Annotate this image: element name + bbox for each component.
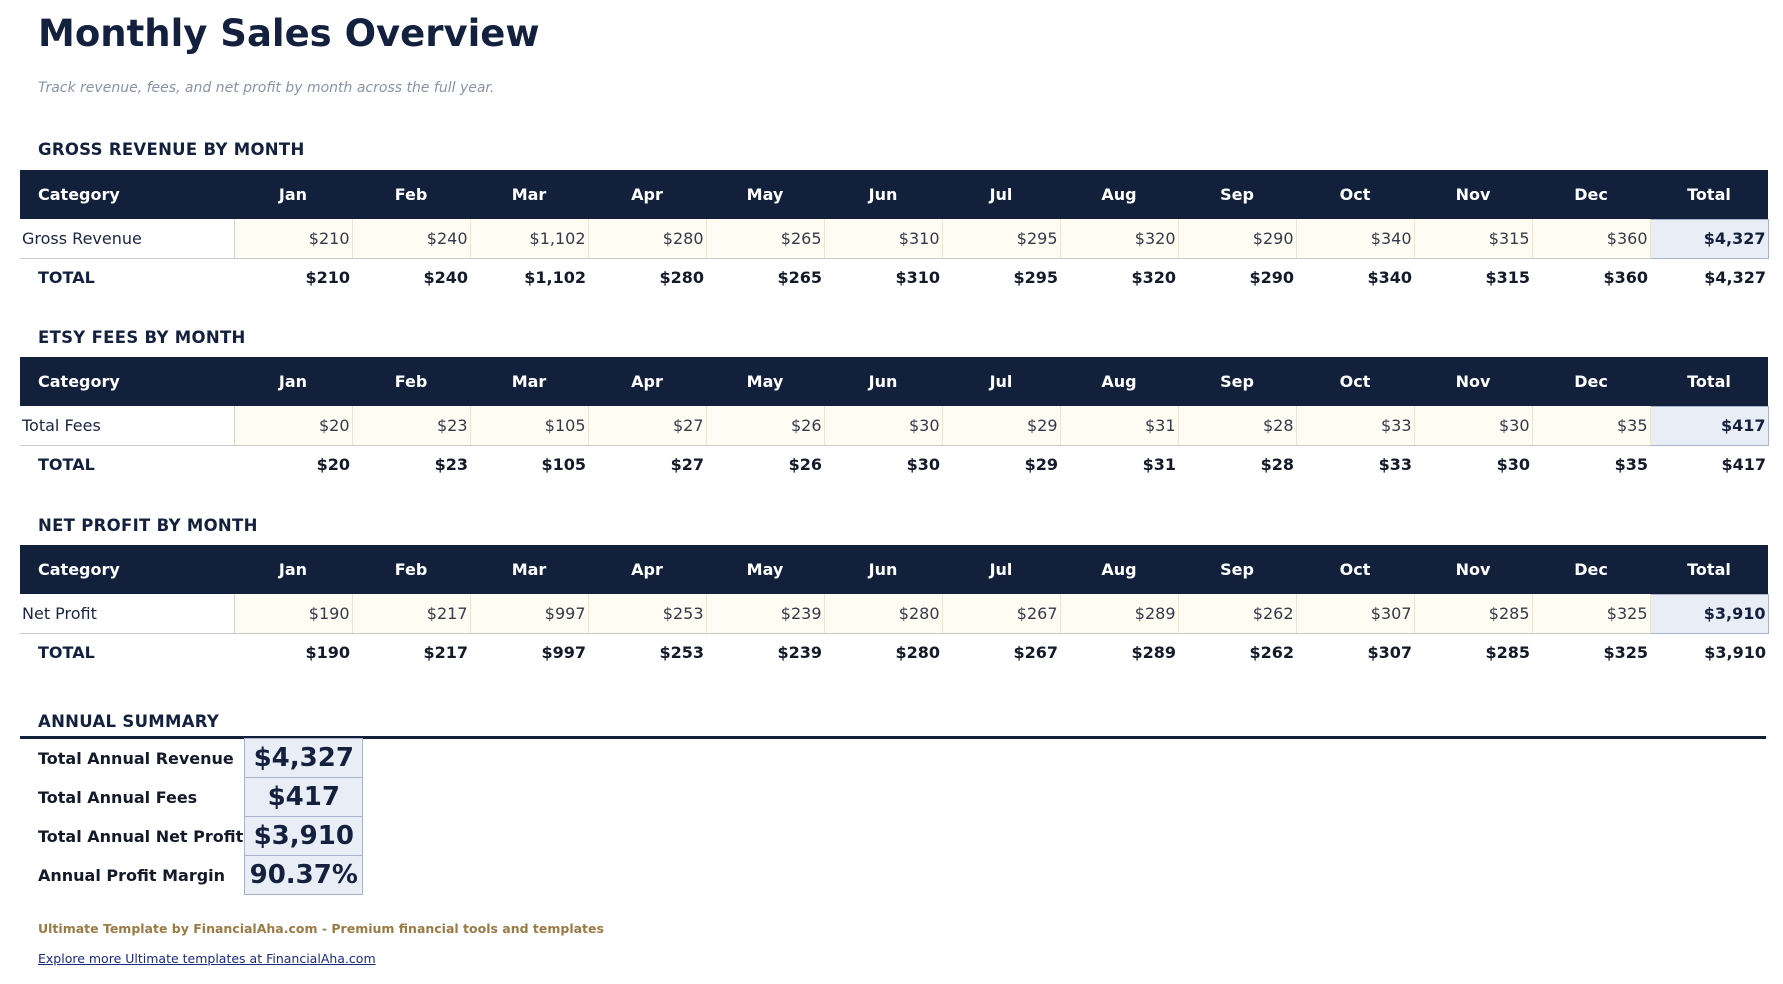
totals-label[interactable]: TOTAL [38, 643, 95, 663]
column-header[interactable]: Mar [470, 357, 588, 406]
month-value-cell[interactable]: $31 [1060, 406, 1178, 445]
column-header[interactable]: Oct [1296, 357, 1414, 406]
table-row [20, 594, 1768, 633]
month-value-cell[interactable]: $1,102 [470, 219, 588, 258]
section-title-net-profit: NET PROFIT BY MONTH [38, 516, 258, 535]
summary-value[interactable]: $4,327 [245, 739, 363, 778]
summary-row [20, 817, 363, 856]
month-value-cell[interactable]: $105 [470, 406, 588, 445]
month-total-cell[interactable]: $30 [906, 455, 940, 475]
column-header[interactable]: Dec [1532, 170, 1650, 219]
month-total-cell[interactable]: $997 [541, 643, 586, 663]
table-header-row [20, 545, 1768, 594]
column-header[interactable]: Category [20, 357, 234, 406]
month-value-cell[interactable]: $295 [942, 219, 1060, 258]
month-value-cell[interactable]: $340 [1296, 219, 1414, 258]
column-header[interactable]: Mar [470, 545, 588, 594]
month-value-cell[interactable]: $30 [824, 406, 942, 445]
month-value-cell[interactable]: $997 [470, 594, 588, 633]
month-value-cell[interactable]: $26 [706, 406, 824, 445]
month-value-cell[interactable]: $280 [824, 594, 942, 633]
month-total-cell[interactable]: $307 [1367, 643, 1412, 663]
column-header[interactable]: Jul [942, 357, 1060, 406]
column-header[interactable]: Jul [942, 170, 1060, 219]
row-label[interactable]: Gross Revenue [20, 219, 234, 258]
summary-value[interactable]: 90.37% [245, 856, 363, 895]
column-header[interactable]: Nov [1414, 545, 1532, 594]
month-value-cell[interactable]: $33 [1296, 406, 1414, 445]
month-total-cell[interactable]: $340 [1367, 268, 1412, 288]
column-header[interactable]: Apr [588, 170, 706, 219]
month-total-cell[interactable]: $240 [423, 268, 468, 288]
column-header[interactable]: Feb [352, 545, 470, 594]
grand-total-cell[interactable]: $417 [1721, 455, 1766, 475]
month-value-cell[interactable]: $28 [1178, 406, 1296, 445]
column-header[interactable]: Category [20, 170, 234, 219]
month-total-cell[interactable]: $239 [777, 643, 822, 663]
month-value-cell[interactable]: $190 [234, 594, 352, 633]
row-label[interactable]: Total Fees [20, 406, 234, 445]
column-header[interactable]: Dec [1532, 545, 1650, 594]
month-value-cell[interactable]: $360 [1532, 219, 1650, 258]
month-value-cell[interactable]: $253 [588, 594, 706, 633]
month-total-cell[interactable]: $210 [305, 268, 350, 288]
month-value-cell[interactable]: $239 [706, 594, 824, 633]
column-header[interactable]: Aug [1060, 170, 1178, 219]
month-total-cell[interactable]: $28 [1260, 455, 1294, 475]
grand-total-cell[interactable]: $3,910 [1704, 643, 1766, 663]
month-total-cell[interactable]: $290 [1249, 268, 1294, 288]
column-header[interactable]: Jun [824, 357, 942, 406]
net-profit-table [20, 545, 1769, 672]
month-value-cell[interactable]: $285 [1414, 594, 1532, 633]
month-total-cell[interactable]: $285 [1485, 643, 1530, 663]
month-value-cell[interactable]: $325 [1532, 594, 1650, 633]
summary-value[interactable]: $3,910 [245, 817, 363, 856]
column-header[interactable]: Sep [1178, 357, 1296, 406]
row-total-cell[interactable]: $4,327 [1650, 219, 1768, 258]
column-header[interactable]: Aug [1060, 357, 1178, 406]
column-header[interactable]: May [706, 170, 824, 219]
column-header[interactable]: Oct [1296, 545, 1414, 594]
column-header[interactable]: Jan [234, 545, 352, 594]
row-label[interactable]: Net Profit [20, 594, 234, 633]
month-total-cell[interactable]: $23 [434, 455, 468, 475]
section-title-gross-revenue: GROSS REVENUE BY MONTH [38, 140, 305, 159]
totals-row [20, 633, 1768, 672]
month-value-cell[interactable]: $217 [352, 594, 470, 633]
month-total-cell[interactable]: $265 [777, 268, 822, 288]
month-total-cell[interactable]: $26 [788, 455, 822, 475]
column-header[interactable]: Aug [1060, 545, 1178, 594]
table-row [20, 219, 1768, 258]
month-value-cell[interactable]: $23 [352, 406, 470, 445]
column-header[interactable]: Jun [824, 170, 942, 219]
month-total-cell[interactable]: $190 [305, 643, 350, 663]
month-value-cell[interactable]: $35 [1532, 406, 1650, 445]
summary-label[interactable]: Annual Profit Margin [38, 865, 226, 885]
month-value-cell[interactable]: $262 [1178, 594, 1296, 633]
month-total-cell[interactable]: $325 [1603, 643, 1648, 663]
column-header[interactable]: May [706, 357, 824, 406]
table-header-row [20, 170, 1768, 219]
month-total-cell[interactable]: $20 [316, 455, 350, 475]
month-total-cell[interactable]: $262 [1249, 643, 1294, 663]
etsy-fees-table [20, 357, 1769, 484]
column-header[interactable]: Mar [470, 170, 588, 219]
month-total-cell[interactable]: $289 [1131, 643, 1176, 663]
month-value-cell[interactable]: $210 [234, 219, 352, 258]
column-header[interactable]: Total [1650, 357, 1768, 406]
month-value-cell[interactable]: $20 [234, 406, 352, 445]
totals-row [20, 258, 1768, 297]
summary-label[interactable]: Total Annual Net Profit [38, 826, 244, 846]
column-header[interactable]: Jan [234, 170, 352, 219]
month-total-cell[interactable]: $295 [1013, 268, 1058, 288]
month-total-cell[interactable]: $320 [1131, 268, 1176, 288]
month-total-cell[interactable]: $33 [1378, 455, 1412, 475]
month-value-cell[interactable]: $27 [588, 406, 706, 445]
summary-label[interactable]: Total Annual Revenue [38, 748, 234, 768]
month-value-cell[interactable]: $289 [1060, 594, 1178, 633]
page-title: Monthly Sales Overview [38, 12, 540, 55]
gross-revenue-table [20, 170, 1769, 297]
month-value-cell[interactable]: $30 [1414, 406, 1532, 445]
totals-row [20, 445, 1768, 484]
column-header[interactable]: Nov [1414, 357, 1532, 406]
page-subtitle: Track revenue, fees, and net profit by month across the full year. [38, 80, 495, 96]
footer-link[interactable]: Explore more Ultimate templates at FinancialAha.com [38, 951, 376, 966]
grand-total-cell[interactable]: $4,327 [1704, 268, 1766, 288]
column-header[interactable]: Total [1650, 170, 1768, 219]
totals-label[interactable]: TOTAL [38, 268, 95, 288]
column-header[interactable]: Total [1650, 545, 1768, 594]
column-header[interactable]: Apr [588, 357, 706, 406]
month-total-cell[interactable]: $360 [1603, 268, 1648, 288]
month-total-cell[interactable]: $35 [1614, 455, 1648, 475]
table-row [20, 406, 1768, 445]
month-value-cell[interactable]: $310 [824, 219, 942, 258]
month-total-cell[interactable]: $105 [541, 455, 586, 475]
month-value-cell[interactable]: $267 [942, 594, 1060, 633]
month-value-cell[interactable]: $265 [706, 219, 824, 258]
month-total-cell[interactable]: $253 [659, 643, 704, 663]
column-header[interactable]: Jun [824, 545, 942, 594]
column-header[interactable]: Jan [234, 357, 352, 406]
summary-row [20, 856, 363, 895]
column-header[interactable]: Apr [588, 545, 706, 594]
month-total-cell[interactable]: $29 [1024, 455, 1058, 475]
column-header[interactable]: Sep [1178, 170, 1296, 219]
summary-title: ANNUAL SUMMARY [38, 712, 220, 731]
month-value-cell[interactable]: $290 [1178, 219, 1296, 258]
column-header[interactable]: Dec [1532, 357, 1650, 406]
totals-label[interactable]: TOTAL [38, 455, 95, 475]
column-header[interactable]: May [706, 545, 824, 594]
month-value-cell[interactable]: $307 [1296, 594, 1414, 633]
annual-summary-table [20, 738, 363, 895]
column-header[interactable]: Feb [352, 170, 470, 219]
month-total-cell[interactable]: $27 [670, 455, 704, 475]
column-header[interactable]: Oct [1296, 170, 1414, 219]
month-value-cell[interactable]: $320 [1060, 219, 1178, 258]
section-title-etsy-fees: ETSY FEES BY MONTH [38, 328, 246, 347]
footer-note: Ultimate Template by FinancialAha.com - Premium financial tools and templates [38, 921, 604, 936]
column-header[interactable]: Category [20, 545, 234, 594]
month-value-cell[interactable]: $315 [1414, 219, 1532, 258]
column-header[interactable]: Jul [942, 545, 1060, 594]
table-header-row [20, 357, 1768, 406]
month-value-cell[interactable]: $240 [352, 219, 470, 258]
summary-row [20, 739, 363, 778]
row-total-cell[interactable]: $3,910 [1650, 594, 1768, 633]
month-total-cell[interactable]: $1,102 [524, 268, 586, 288]
month-value-cell[interactable]: $280 [588, 219, 706, 258]
row-total-cell[interactable]: $417 [1650, 406, 1768, 445]
month-total-cell[interactable]: $310 [895, 268, 940, 288]
column-header[interactable]: Nov [1414, 170, 1532, 219]
month-total-cell[interactable]: $280 [895, 643, 940, 663]
month-total-cell[interactable]: $267 [1013, 643, 1058, 663]
column-header[interactable]: Feb [352, 357, 470, 406]
month-total-cell[interactable]: $30 [1496, 455, 1530, 475]
summary-row [20, 778, 363, 817]
month-total-cell[interactable]: $217 [423, 643, 468, 663]
month-total-cell[interactable]: $31 [1142, 455, 1176, 475]
month-total-cell[interactable]: $280 [659, 268, 704, 288]
summary-label[interactable]: Total Annual Fees [38, 787, 198, 807]
column-header[interactable]: Sep [1178, 545, 1296, 594]
month-total-cell[interactable]: $315 [1485, 268, 1530, 288]
summary-value[interactable]: $417 [245, 778, 363, 817]
month-value-cell[interactable]: $29 [942, 406, 1060, 445]
